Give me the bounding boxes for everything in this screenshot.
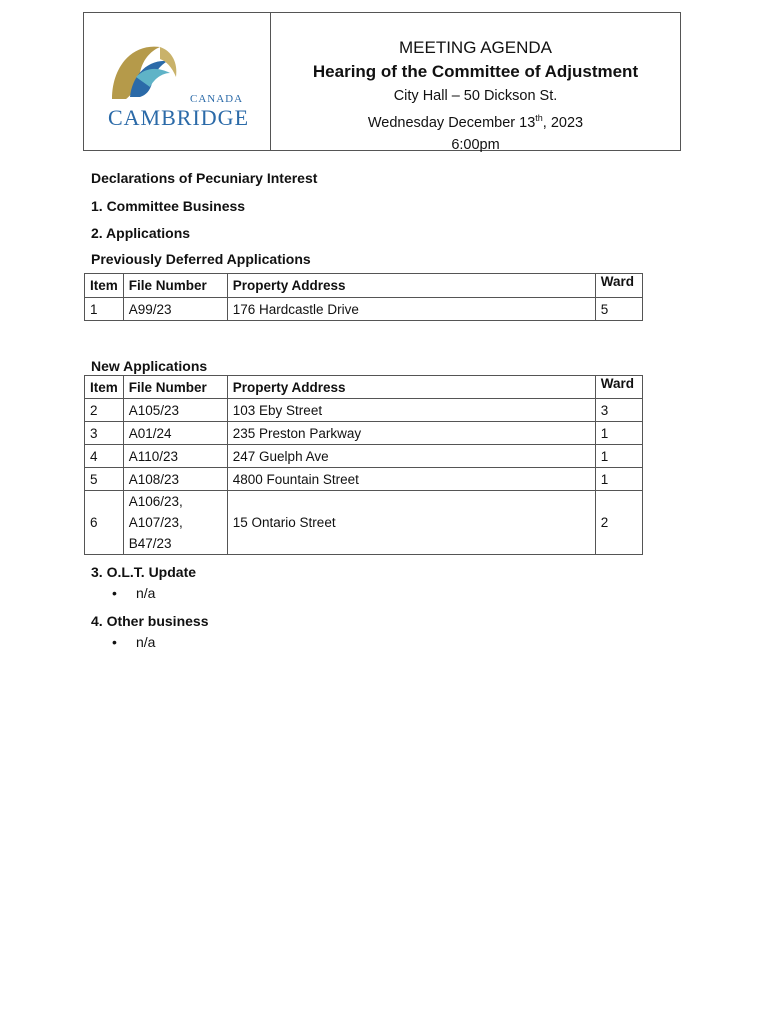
deferred-applications-heading: Previously Deferred Applications <box>91 251 311 267</box>
file-number-cell <box>123 491 227 555</box>
meeting-time: 6:00pm <box>451 136 500 153</box>
address-cell: 15 Ontario Street <box>227 491 595 555</box>
address-cell: 247 Guelph Ave <box>227 445 595 468</box>
table-row <box>85 445 643 468</box>
ward-cell: 1 <box>595 468 642 491</box>
address-cell: 235 Preston Parkway <box>227 422 595 445</box>
file-number-line: B47/23 <box>128 536 172 551</box>
item-cell: 6 <box>85 491 124 555</box>
table-row <box>85 298 643 321</box>
table-header-row <box>85 274 643 298</box>
file-number-cell: A108/23 <box>123 468 227 491</box>
other-business-heading: 4. Other business <box>91 613 209 629</box>
column-header-property-address: Property Address <box>227 376 595 399</box>
bullet-icon: • <box>112 634 117 650</box>
address-cell: 4800 Fountain Street <box>227 468 595 491</box>
file-number-line: A107/23, <box>128 515 183 530</box>
item-cell: 2 <box>85 399 124 422</box>
city-logo <box>84 13 271 150</box>
ward-cell: 3 <box>595 399 642 422</box>
bullet-icon: • <box>112 585 117 601</box>
address-cell: 103 Eby Street <box>227 399 595 422</box>
ward-cell: 5 <box>595 298 642 321</box>
ward-cell: 2 <box>595 491 642 555</box>
column-header-ward: Ward <box>595 274 642 298</box>
logo-cambridge-text: CAMBRIDGE <box>108 105 250 130</box>
ward-cell: 1 <box>595 422 642 445</box>
new-applications-heading: New Applications <box>91 358 208 374</box>
logo-canada-text: CANADA <box>190 93 244 105</box>
title-block <box>271 13 680 153</box>
agenda-header <box>83 12 681 151</box>
item-cell: 1 <box>85 298 124 321</box>
new-applications-table <box>84 375 643 555</box>
column-header-item: Item <box>85 274 124 298</box>
committee-business-heading: 1. Committee Business <box>91 198 246 214</box>
olt-bullet-item: • n/a <box>112 585 156 601</box>
column-header-item: Item <box>85 376 124 399</box>
file-number-cell: A01/24 <box>123 422 227 445</box>
item-cell: 4 <box>85 445 124 468</box>
item-cell: 3 <box>85 422 124 445</box>
column-header-ward: Ward <box>595 376 642 399</box>
file-number-cell: A110/23 <box>123 445 227 468</box>
file-number-line: A106/23, <box>128 494 183 509</box>
meeting-title: Hearing of the Committee of Adjustment <box>312 62 639 81</box>
table-row <box>85 422 643 445</box>
olt-update-heading: 3. O.L.T. Update <box>91 564 197 580</box>
column-header-file-number: File Number <box>123 274 227 298</box>
column-header-file-number: File Number <box>123 376 227 399</box>
address-cell: 176 Hardcastle Drive <box>227 298 595 321</box>
meeting-location: City Hall – 50 Dickson St. <box>393 88 558 104</box>
file-number-cell: A99/23 <box>123 298 227 321</box>
applications-heading: 2. Applications <box>91 225 191 241</box>
column-header-property-address: Property Address <box>227 274 595 298</box>
item-cell: 5 <box>85 468 124 491</box>
table-row <box>85 399 643 422</box>
cambridge-wave-logo-icon <box>102 37 182 107</box>
table-header-row <box>85 376 643 399</box>
table-row <box>85 468 643 491</box>
document-type: MEETING AGENDA <box>398 38 553 57</box>
table-row <box>85 491 643 555</box>
other-business-bullet-item: • n/a <box>112 634 156 650</box>
deferred-applications-table <box>84 273 643 321</box>
ward-cell: 1 <box>595 445 642 468</box>
file-number-cell: A105/23 <box>123 399 227 422</box>
declarations-heading: Declarations of Pecuniary Interest <box>91 170 318 186</box>
meeting-date: Wednesday December 13th, 2023 <box>367 113 584 131</box>
